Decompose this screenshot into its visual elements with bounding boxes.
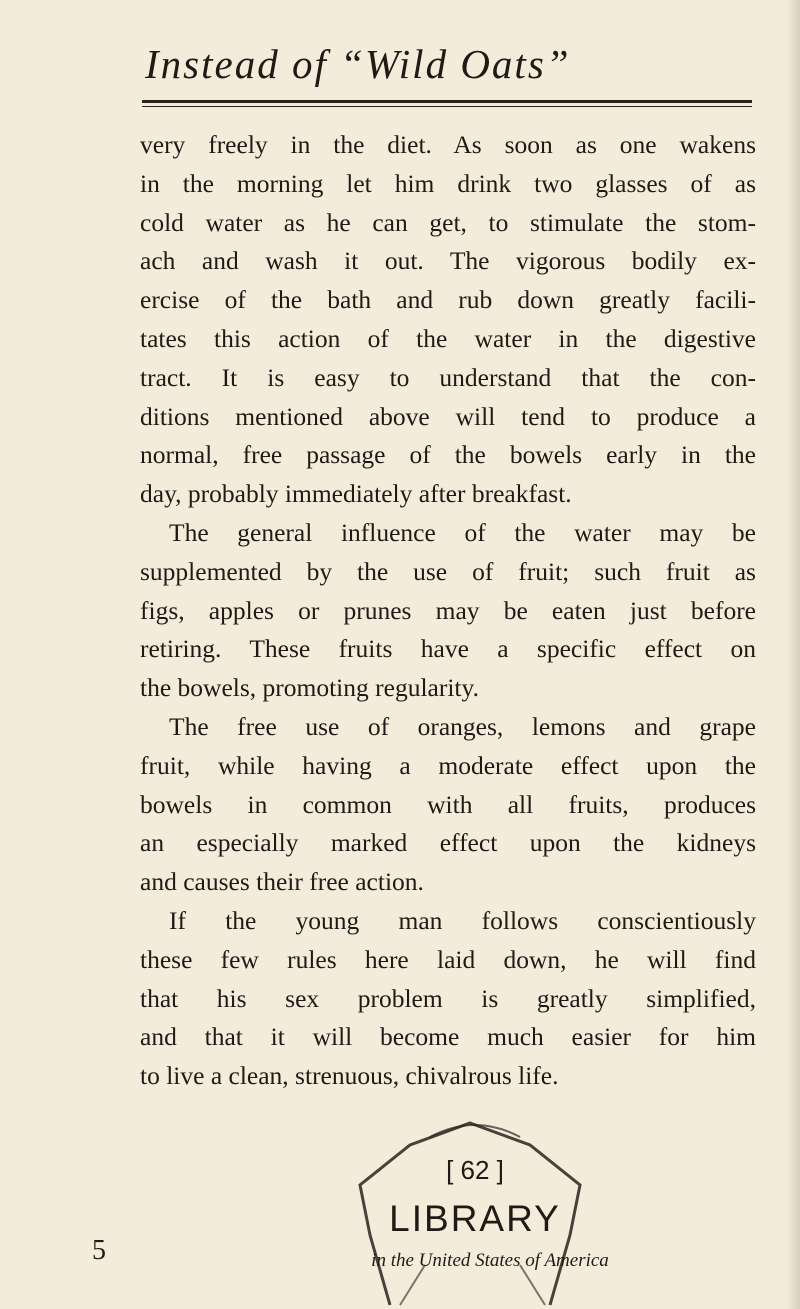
text-line: and that it will become much easier for him <box>140 1022 756 1052</box>
text-line: these few rules here laid down, he will find <box>140 944 756 974</box>
text-line: If the young man follows conscientiously <box>169 905 756 935</box>
text-line: retiring. These fruits have a specific effect on <box>140 634 756 664</box>
stamp-library-word: LIBRARY <box>389 1198 561 1239</box>
text-line: tract. It is easy to understand that the con- <box>140 362 756 392</box>
text-line: bowels in common with all fruits, produces <box>140 789 756 819</box>
running-head: Instead of “Wild Oats” <box>145 41 571 87</box>
text-line: ach and wash it out. The vigorous bodily ex- <box>140 246 756 276</box>
text-line: The general influence of the water may be <box>169 517 756 547</box>
paragraph <box>140 126 756 514</box>
paragraph <box>140 514 756 708</box>
paragraph <box>140 708 756 902</box>
text-line: very freely in the diet. As soon as one wakens <box>140 130 756 159</box>
text-line: the bowels, promoting regularity. <box>140 673 479 703</box>
paragraph <box>140 902 756 1096</box>
text-line: ercise of the bath and rub down greatly facili- <box>140 285 756 315</box>
text-line: tates this action of the water in the digestive <box>140 323 756 353</box>
text-line: normal, free passage of the bowels early in the <box>140 440 756 470</box>
text-line: supplemented by the use of fruit; such fruit as <box>140 556 756 586</box>
text-line: in the morning let him drink two glasses of as <box>140 168 756 198</box>
text-line: to live a clean, strenuous, chivalrous life. <box>140 1061 559 1091</box>
library-stamp <box>330 1115 620 1309</box>
page-edge-shadow <box>786 0 800 1309</box>
text-line: fruit, while having a moderate effect upon the <box>140 750 756 780</box>
stamp-caption: in the United States of America <box>371 1250 609 1271</box>
header-rule-thin <box>142 106 752 107</box>
text-line: cold water as he can get, to stimulate the stom- <box>140 207 756 237</box>
text-line: and causes their free action. <box>140 867 424 897</box>
text-line: day, probably immediately after breakfast. <box>140 479 572 509</box>
text-line: figs, apples or prunes may be eaten just before <box>140 595 756 625</box>
text-line: an especially marked effect upon the kidneys <box>140 828 756 858</box>
signature-mark: 5 <box>92 1235 106 1266</box>
page-number: [ 62 ] <box>446 1155 504 1185</box>
body-text <box>140 126 756 1096</box>
text-line: ditions mentioned above will tend to produce a <box>140 401 756 431</box>
header-rule <box>142 100 752 103</box>
text-line: The free use of oranges, lemons and grape <box>169 711 756 741</box>
text-line: that his sex problem is greatly simplified, <box>140 983 756 1013</box>
